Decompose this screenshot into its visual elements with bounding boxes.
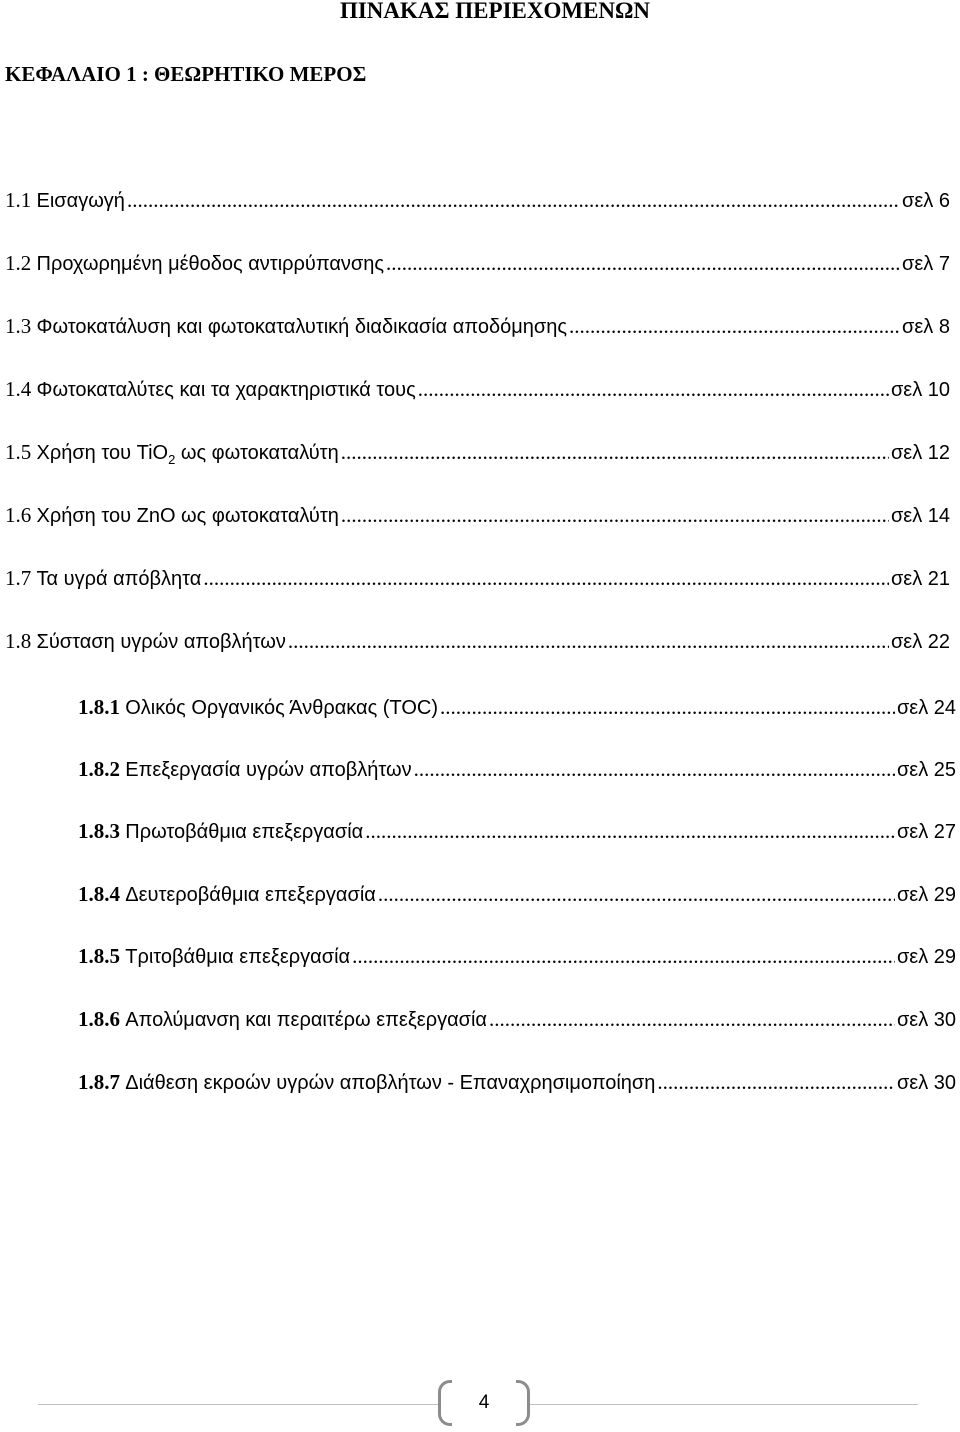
toc-subentry[interactable] bbox=[78, 1070, 956, 1102]
toc-entry-title-post: ως φωτοκαταλύτη bbox=[175, 442, 339, 464]
toc-subentry-number: 1.8.2 bbox=[78, 757, 120, 781]
toc-entry-number: 1.1 bbox=[5, 188, 32, 212]
toc-subentry-page: σελ 29 bbox=[896, 946, 956, 968]
toc-entry[interactable] bbox=[5, 377, 950, 409]
toc-subentry-number: 1.8.7 bbox=[78, 1070, 120, 1094]
toc-subentry-number: 1.8.1 bbox=[78, 695, 120, 719]
toc-entry[interactable] bbox=[5, 629, 950, 661]
toc-entry-number: 1.3 bbox=[5, 314, 32, 338]
toc-subentry-number: 1.8.4 bbox=[78, 882, 120, 906]
toc-entry-page: σελ 6 bbox=[902, 190, 950, 212]
toc-leader-dots bbox=[489, 1007, 895, 1032]
toc-leader-dots bbox=[203, 566, 889, 591]
toc-subentry-title: Επεξεργασία υγρών αποβλήτων bbox=[125, 759, 412, 781]
toc-entry-title bbox=[37, 442, 339, 467]
toc-entry-page: σελ 10 bbox=[890, 379, 950, 401]
toc-entry-number: 1.8 bbox=[5, 629, 32, 653]
chapter-heading: ΚΕΦΑΛΑΙΟ 1 : ΘΕΩΡΗΤΙΚΟ ΜΕΡΟΣ bbox=[5, 62, 367, 86]
toc-entry-title: Φωτοκαταλύτες και τα χαρακτηριστικά τους bbox=[36, 379, 416, 401]
toc-subentry-page: σελ 29 bbox=[896, 884, 956, 906]
toc-entry[interactable] bbox=[5, 566, 950, 598]
toc-subentry[interactable] bbox=[78, 882, 956, 914]
toc-subentry-title: Απολύμανση και περαιτέρω επεξεργασία bbox=[125, 1009, 487, 1031]
toc-entry-page: σελ 21 bbox=[890, 568, 950, 590]
toc-subentry[interactable] bbox=[78, 944, 956, 976]
toc-subentry[interactable] bbox=[78, 695, 956, 727]
toc-entry-title: Προχωρημένη μέθοδος αντιρρύπανσης bbox=[36, 253, 385, 275]
toc-entry[interactable] bbox=[5, 251, 950, 283]
toc-entry-number: 1.2 bbox=[5, 251, 32, 275]
page-footer bbox=[38, 1378, 918, 1430]
toc-entry-number: 1.7 bbox=[5, 566, 32, 590]
toc-entry-title-subscript: 2 bbox=[168, 452, 176, 467]
toc-leader-dots bbox=[127, 188, 900, 213]
toc-entry[interactable] bbox=[5, 440, 950, 472]
toc-entry-page: σελ 22 bbox=[890, 631, 950, 653]
toc-leader-dots bbox=[341, 440, 889, 465]
toc-subentry-title: Τριτοβάθμια επεξεργασία bbox=[125, 946, 351, 968]
toc-subentry-title: Πρωτοβάθμια επεξεργασία bbox=[125, 821, 364, 843]
toc-entry-number: 1.4 bbox=[5, 377, 32, 401]
toc-entry-title: Εισαγωγή bbox=[36, 190, 125, 212]
toc-entry-page: σελ 14 bbox=[890, 505, 950, 527]
toc-subentry-title: Διάθεση εκροών υγρών αποβλήτων - Επαναχρησιμοποίηση bbox=[125, 1072, 656, 1094]
toc-entry-number: 1.6 bbox=[5, 503, 32, 527]
toc-entry-page: σελ 7 bbox=[902, 253, 950, 275]
toc-subentry-page: σελ 30 bbox=[896, 1072, 956, 1094]
toc-subentry-page: σελ 25 bbox=[896, 759, 956, 781]
toc-subentry-number: 1.8.3 bbox=[78, 819, 120, 843]
toc-entry[interactable] bbox=[5, 314, 950, 346]
toc-leader-dots bbox=[386, 251, 900, 276]
toc-leader-dots bbox=[418, 377, 889, 402]
left-bracket-icon bbox=[438, 1380, 452, 1426]
toc-entry-page: σελ 8 bbox=[902, 316, 950, 338]
toc-entry-title: Φωτοκατάλυση και φωτοκαταλυτική διαδικασία αποδόμησης bbox=[36, 316, 567, 338]
toc-entry-page: σελ 12 bbox=[890, 442, 950, 464]
toc-leader-dots bbox=[341, 503, 889, 528]
page-title: ΠΙΝΑΚΑΣ ΠΕΡΙΕΧΟΜΕΝΩΝ bbox=[339, 0, 651, 23]
toc-subentry-page: σελ 24 bbox=[896, 697, 956, 719]
toc-leader-dots bbox=[365, 819, 895, 844]
toc-subentry-page: σελ 27 bbox=[896, 821, 956, 843]
toc-subentry-number: 1.8.5 bbox=[78, 944, 120, 968]
toc-leader-dots bbox=[569, 314, 900, 339]
toc-entry-title-pre: Χρήση του TiO bbox=[36, 442, 169, 464]
toc-leader-dots bbox=[657, 1070, 895, 1095]
toc-entry-title: Τα υγρά απόβλητα bbox=[36, 568, 202, 590]
toc-subentry-number: 1.8.6 bbox=[78, 1007, 120, 1031]
toc-entry-number: 1.5 bbox=[5, 440, 32, 464]
toc-leader-dots bbox=[378, 882, 895, 907]
toc-subentry[interactable] bbox=[78, 757, 956, 789]
page-number: 4 bbox=[452, 1380, 516, 1426]
toc-subentry-title: Ολικός Οργανικός Άνθρακας (TOC) bbox=[125, 697, 438, 719]
right-bracket-icon bbox=[516, 1380, 530, 1426]
toc-subentry[interactable] bbox=[78, 819, 956, 851]
toc-leader-dots bbox=[414, 757, 895, 782]
toc-entry[interactable] bbox=[5, 188, 950, 220]
toc-subentry[interactable] bbox=[78, 1007, 956, 1039]
toc-entry-title: Χρήση του ZnO ως φωτοκαταλύτη bbox=[36, 505, 339, 527]
toc-entry-title: Σύσταση υγρών αποβλήτων bbox=[36, 631, 286, 653]
toc-subentry-page: σελ 30 bbox=[896, 1009, 956, 1031]
toc-leader-dots bbox=[440, 695, 895, 720]
toc-entry[interactable] bbox=[5, 503, 950, 535]
toc-leader-dots bbox=[352, 944, 895, 969]
toc-subentry-title: Δευτεροβάθμια επεξεργασία bbox=[125, 884, 376, 906]
toc-leader-dots bbox=[288, 629, 889, 654]
